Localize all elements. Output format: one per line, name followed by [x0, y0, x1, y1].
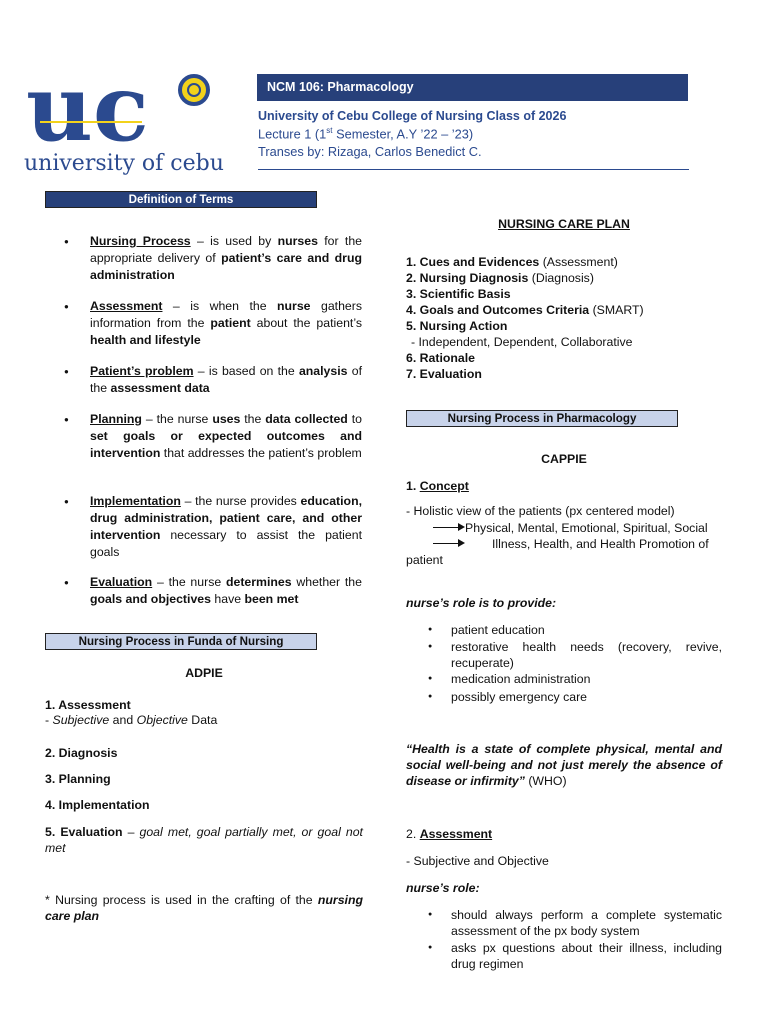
ncp-item-label: 1. Cues and Evidences [406, 255, 540, 269]
role2-item-text: ● should always perform a complete systematic assessment of the px body system [451, 908, 722, 938]
funda-nursing-bar: Nursing Process in Funda of Nursing [45, 633, 317, 650]
definition-bold: analysis [298, 364, 348, 378]
lecture-post: Semester, A.Y ’22 – ’23) [332, 126, 474, 142]
ncp-item [406, 302, 644, 318]
definition-text [90, 574, 362, 608]
definition-plain: for the appropriate delivery of [90, 234, 362, 265]
assess-num: 2. [406, 827, 420, 841]
ncp-action-sub: - Independent, Dependent, Collaborative [411, 335, 633, 349]
ncp-item [406, 270, 594, 286]
lecture-sup: st [326, 126, 333, 135]
lecture-pre: Lecture 1 (1 [258, 126, 327, 142]
logo-letters: uc [26, 62, 149, 162]
ncp-evaluation: 7. Evaluation [406, 367, 482, 381]
definition-plain: – the nurse [152, 575, 226, 589]
definition-plain: of the [90, 364, 362, 395]
arrow-icon [433, 543, 463, 544]
definition-item [66, 574, 362, 608]
who-quote [406, 741, 722, 789]
definition-plain: that addresses the patient’s problem [160, 446, 362, 460]
ncp-rationale: 6. Rationale [406, 351, 476, 365]
assess-label: Assessment [419, 827, 493, 841]
definition-plain: about the patient’s [250, 316, 362, 330]
definition-bold: education, drug administration, patient care, and other intervention [90, 494, 362, 542]
note-emphasis: nursing care plan [45, 893, 363, 923]
adpie-title: ADPIE [185, 666, 223, 680]
concept-heading [406, 478, 469, 495]
role2-item-text: ● asks px questions about their illness, including drug regimen [451, 941, 722, 971]
definition-term: Implementation [90, 494, 181, 508]
definition-bold: goals and objectives [90, 592, 211, 606]
definition-plain: – the nurse provides [180, 494, 301, 508]
adpie-eval-dash: – [122, 825, 140, 839]
adpie-assessment: 1. Assessment [45, 698, 131, 712]
ncp-title: NURSING CARE PLAN [498, 217, 630, 231]
role2-item [428, 907, 722, 939]
definition-bold: been met [244, 592, 299, 606]
definition-bold: nurse [277, 299, 311, 313]
role-title: nurse’s role is to provide: [406, 596, 557, 610]
holistic-view: - Holistic view of the patients (px centered model) [406, 504, 675, 518]
definition-item [66, 233, 362, 284]
ncp-item-extra: (Assessment) [539, 255, 618, 269]
adpie-and: and [109, 713, 137, 727]
definition-bold: uses [212, 412, 241, 426]
definition-bold: data collected [265, 412, 348, 426]
header-divider [258, 169, 689, 170]
arrow-1-text: Physical, Mental, Emotional, Spiritual, Social [465, 521, 708, 535]
definition-term: Assessment [90, 299, 163, 313]
ncp-item [406, 318, 507, 334]
adpie-planning: 3. Planning [45, 772, 111, 786]
adpie-subjective: Subjective [52, 713, 110, 727]
definition-bold: assessment data [110, 381, 210, 395]
definition-item [66, 411, 362, 462]
arrow-icon [433, 527, 463, 528]
college-title: University of Cebu College of Nursing Class of 2026 [258, 109, 567, 123]
cappie-title: CAPPIE [541, 452, 587, 466]
definition-bold: determines [225, 575, 292, 589]
definition-term: Nursing Process [90, 234, 191, 248]
arrow-2-cont: patient [406, 553, 443, 567]
definition-plain: necessary to assist the patient goals [90, 528, 362, 559]
ncp-item-label: 5. Nursing Action [406, 319, 508, 333]
definition-text [90, 233, 362, 284]
definition-bold: health and lifestyle [90, 333, 201, 347]
university-logo [22, 62, 232, 182]
quote-text: “Health is a state of complete physical, mental and social well-being and not just merely the absence of disease or infirmity” [406, 742, 722, 788]
definition-bold: patient [210, 316, 251, 330]
definition-item [66, 363, 362, 397]
ncp-item [406, 286, 511, 302]
definition-item [66, 493, 362, 561]
role-item [428, 671, 722, 687]
note-pre: * Nursing process is used in the crafting of the [45, 893, 318, 907]
ncp-item-label: 2. Nursing Diagnosis [406, 271, 529, 285]
definition-bold: patient’s care and drug administration [90, 251, 362, 282]
role-item-text: ● patient education [451, 623, 545, 637]
definition-text [90, 298, 362, 349]
quote-source: (WHO) [524, 774, 567, 788]
role-item-text: ● possibly emergency care [451, 690, 588, 704]
concept-num: 1. [406, 479, 420, 493]
definition-plain: the [240, 412, 266, 426]
definition-bold: nurses [277, 234, 318, 248]
adpie-data: Data [187, 713, 218, 727]
ncp-item-label: 4. Goals and Outcomes Criteria [406, 303, 590, 317]
definition-term: Evaluation [90, 575, 153, 589]
definition-plain: to [347, 412, 362, 426]
definition-bold: set goals or expected outcomes and intervention [90, 429, 362, 460]
adpie-dash: - [45, 713, 53, 727]
definition-text [90, 363, 362, 397]
role-item-text: ● restorative health needs (recovery, revive, recuperate) [451, 640, 722, 670]
ncp-item-extra: (Diagnosis) [528, 271, 594, 285]
course-title-bar: NCM 106: Pharmacology [257, 74, 688, 101]
arrow-2-text: Illness, Health, and Health Promotion of [492, 537, 709, 551]
ncp-item [406, 254, 618, 270]
definition-of-terms-bar: Definition of Terms [45, 191, 317, 208]
assessment-heading [406, 826, 492, 843]
adpie-implementation: 4. Implementation [45, 798, 150, 812]
role-item [428, 639, 722, 671]
definition-plain: whether the [291, 575, 362, 589]
concept-label: Concept [419, 479, 469, 493]
adpie-evaluation [45, 824, 363, 856]
adpie-assessment-sub [45, 712, 217, 729]
definition-item [66, 298, 362, 349]
role2-item [428, 940, 722, 972]
adpie-eval-detail: goal met, goal partially met, or goal not met [45, 825, 363, 855]
definition-plain: gathers information from the [90, 299, 362, 330]
definition-term: Planning [90, 412, 142, 426]
pharmacology-bar: Nursing Process in Pharmacology [406, 410, 678, 427]
ncp-item-extra: (SMART) [589, 303, 644, 317]
adpie-objective: Objective [136, 713, 188, 727]
definition-plain: – is used by [190, 234, 278, 248]
subjective-objective: - Subjective and Objective [406, 854, 549, 868]
definition-plain: – the nurse [141, 412, 213, 426]
definition-plain: have [210, 592, 245, 606]
role-item-text: ● medication administration [451, 672, 591, 686]
logo-wordmark: university of cebu [24, 151, 224, 176]
role-item [428, 622, 722, 638]
role2-title: nurse’s role: [406, 881, 480, 895]
adpie-diagnosis: 2. Diagnosis [45, 746, 118, 760]
lecture-info [258, 126, 473, 141]
care-plan-note [45, 892, 363, 924]
adpie-eval-label: 5. Evaluation [45, 825, 123, 839]
transes-by: Transes by: Rizaga, Carlos Benedict C. [258, 144, 482, 159]
definition-plain: – is when the [162, 299, 278, 313]
role-item [428, 689, 722, 705]
definition-term: Patient’s problem [90, 364, 194, 378]
definition-text [90, 411, 362, 462]
ncp-item-label: 3. Scientific Basis [406, 287, 511, 301]
definition-plain: – is based on the [193, 364, 299, 378]
definition-text [90, 493, 362, 561]
